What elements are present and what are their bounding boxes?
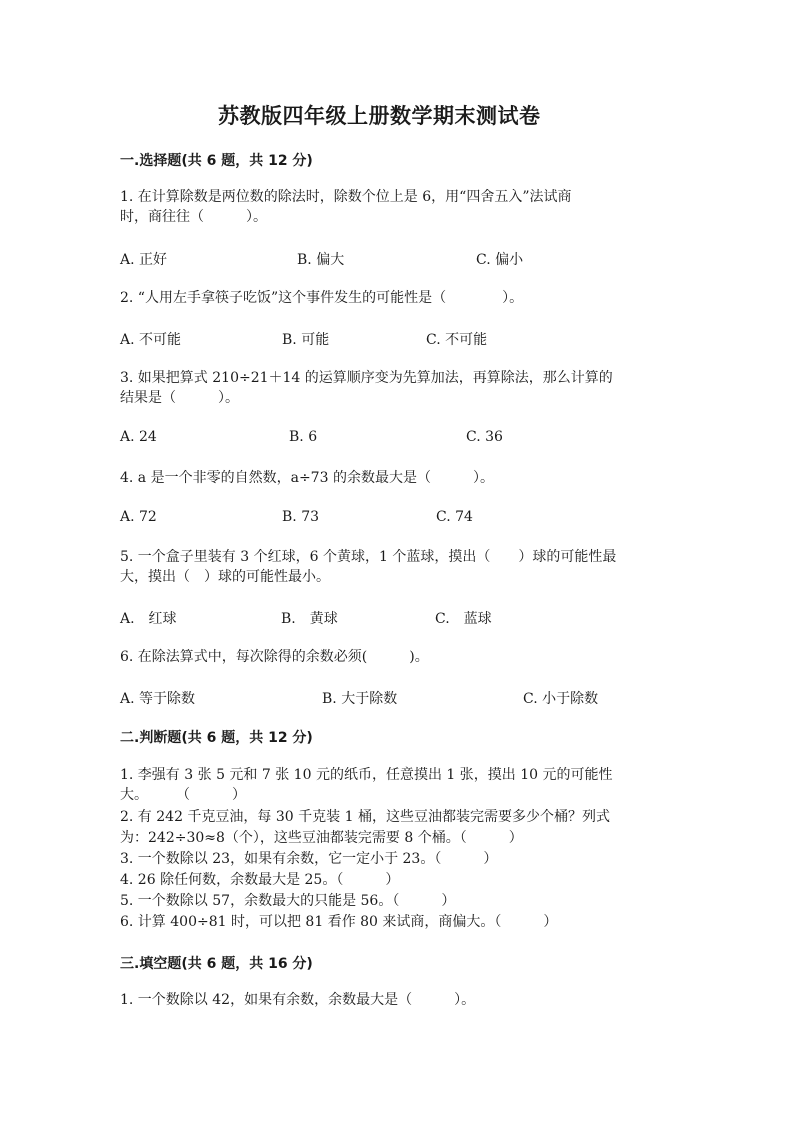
option-b: B. 大于除数 xyxy=(322,691,398,707)
option-a: A. 72 xyxy=(120,509,157,525)
judgement-line: 4. 26 除任何数，余数最大是 25。（ ） xyxy=(120,872,400,888)
option-a: A. 正好 xyxy=(120,252,168,268)
judgement-line: 5. 一个数除以 57，余数最大的只能是 56。（ ） xyxy=(120,893,456,909)
option-a: A. 等于除数 xyxy=(120,691,196,707)
option-c: C. 74 xyxy=(436,509,473,525)
question-text: 结果是（ ）。 xyxy=(120,390,239,406)
question-text: 时，商往往（ ）。 xyxy=(120,209,267,225)
option-c: C. 36 xyxy=(466,429,503,445)
question-text: 2. “人用左手拿筷子吃饭”这个事件发生的可能性是（ ）。 xyxy=(120,290,524,306)
option-b: B. 6 xyxy=(289,429,318,445)
section-heading-judgement: 二.判断题(共 6 题，共 12 分) xyxy=(120,730,313,746)
option-c: C. 小于除数 xyxy=(523,691,599,707)
option-b: B. 可能 xyxy=(282,332,330,348)
question-text: 4. a 是一个非零的自然数，a÷73 的余数最大是（ ）。 xyxy=(120,470,494,486)
question-text: 1. 在计算除数是两位数的除法时，除数个位上是 6，用“四舍五入”法试商 xyxy=(120,189,572,205)
option-a: A. 不可能 xyxy=(120,332,182,348)
option-c: C. 偏小 xyxy=(476,252,524,268)
judgement-line: 2. 有 242 千克豆油，每 30 千克装 1 桶，这些豆油都装完需要多少个桶？列式 xyxy=(120,809,610,825)
section-heading-fill-blank: 三.填空题(共 6 题，共 16 分) xyxy=(120,956,313,972)
judgement-line: 大。 （ ） xyxy=(120,787,246,803)
question-text: 3. 如果把算式 210÷21＋14 的运算顺序变为先算加法，再算除法，那么计算的 xyxy=(120,370,613,386)
option-b: B. 73 xyxy=(282,509,320,525)
option-b: B. 黄球 xyxy=(281,611,338,627)
question-text: 5. 一个盒子里装有 3 个红球，6 个黄球，1 个蓝球，摸出（ ）球的可能性最 xyxy=(120,549,617,565)
exam-title: 苏教版四年级上册数学期末测试卷 xyxy=(218,103,541,128)
option-a: A. 红球 xyxy=(120,611,177,627)
judgement-line: 为：242÷30≈8（个），这些豆油都装完需要 8 个桶。（ ） xyxy=(120,830,523,846)
judgement-line: 6. 计算 400÷81 时，可以把 81 看作 80 来试商，商偏大。（ ） xyxy=(120,914,558,930)
option-a: A. 24 xyxy=(120,429,157,445)
judgement-line: 3. 一个数除以 23，如果有余数，它一定小于 23。（ ） xyxy=(120,851,498,867)
question-text: 6. 在除法算式中，每次除得的余数必须( )。 xyxy=(120,649,429,665)
question-text: 大，摸出（ ）球的可能性最小。 xyxy=(120,569,330,585)
judgement-line: 1. 李强有 3 张 5 元和 7 张 10 元的纸币，任意摸出 1 张，摸出 10 元的可能性 xyxy=(120,767,613,783)
section-heading-choice: 一.选择题(共 6 题，共 12 分) xyxy=(120,153,313,169)
option-b: B. 偏大 xyxy=(297,252,345,268)
fill-blank-line: 1. 一个数除以 42，如果有余数，余数最大是（ ）。 xyxy=(120,992,476,1008)
option-c: C. 不可能 xyxy=(426,332,488,348)
option-c: C. 蓝球 xyxy=(435,611,492,627)
